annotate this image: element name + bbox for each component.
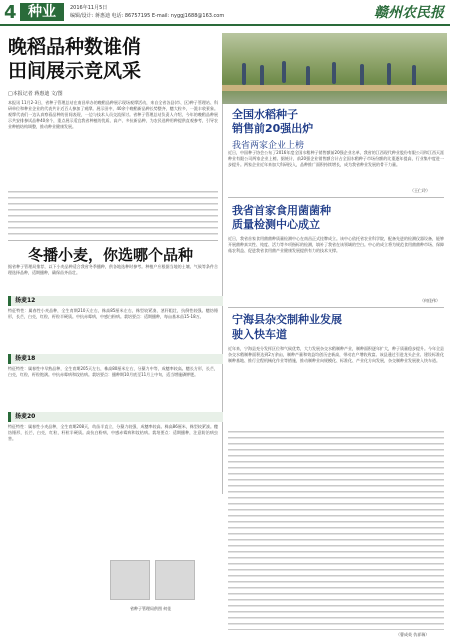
lead-body-continued	[8, 190, 218, 235]
mushroom-title-line1: 我省首家食用菌菌种	[232, 204, 331, 217]
wheat-photo-caption: 省种子管理局供图 何佳	[130, 606, 172, 611]
rice-title-line2: 销售前20强出炉	[232, 122, 314, 135]
mushroom-title-line2: 质量检测中心成立	[232, 218, 320, 231]
lead-title-line1: 晚稻品种数谁俏	[8, 36, 142, 58]
wheat-photo-1	[110, 560, 150, 600]
field-photo	[222, 33, 447, 104]
rice-body: 近日，中国种子协会公布了2016年度全国水稻种子销售额前20强企业名单，我省的江西现代种业股份有限公司和江西天涯种业有限公司两家企业上榜。据统计，前20强企业销售额合计占全国水稻种子市场份额的比重逐年提高，行业集中度进一步提升。两家企业近年来加大科研投入，品种推广面积持续增长，成为我省种业发展的骨干力量。	[228, 150, 444, 167]
story-divider	[228, 197, 444, 198]
variety-heading: 扬麦20	[8, 412, 223, 422]
rice-title-line1: 全国水稻种子	[232, 108, 298, 121]
variety-text: 特征特性：属春性小麦品种，全生育期208天，幼苗半直立，分蘖力较强，成穗率较高。株高86厘米，株型较紧凑。穗纺锤形，长芒，白壳，红粒，籽粒半硬质。高抗白粉病，中感赤霉病和纹枯病。栽培要点：适期播种，注意防治病虫害。	[8, 424, 218, 441]
ninghai-title-line1: 宁海县杂交制种业发展	[232, 313, 342, 326]
rice-subtitle: 我省两家企业上榜	[232, 141, 305, 151]
variety-text: 特征特性：属春性中早熟品种，全生育期205天左右，株高80厘米左右，分蘖力中等，成穗率较高。穗长方形，长芒，白壳，红粒，籽粒饱满。中抗赤霉病和纹枯病。栽培要点：播种期10月底至11月上中旬，适当增施磷钾肥。	[8, 366, 218, 377]
wheat-intro: 据省种子管理局推荐，以下小麦品种适合我省冬季播种，供各地选种时参考。种植户应根据当地的土壤、气候等条件合理选择品种，适期播种，确保苗齐苗壮。	[8, 264, 218, 275]
lead-byline: □本报记者 蒋惠迪 文/图	[8, 91, 63, 97]
section-divider	[8, 240, 218, 241]
lead-title-line2: 田间展示竞风采	[8, 60, 142, 82]
ninghai-body-continued	[228, 430, 444, 630]
section-label: 种业	[20, 3, 64, 21]
variety-heading: 扬麦18	[8, 354, 223, 364]
rice-author: （王仁玲）	[410, 188, 430, 193]
ninghai-body: 近年来，宁海县充分发挥区位和气候优势，大力发展杂交水稻制种产业，制种面积逐年扩大，种子质量稳步提升。今年全县杂交水稻制种面积达到2万余亩，制种产量和效益均创历史新高，带动农户增收致富。该县通过引进龙头企业、建设标准化制种基地、推行全程机械化作业等措施，推动制种业向规模化、标准化、产业化方向发展，杂交制种业发展驶入快车道。	[228, 346, 444, 363]
date-line: 2016年11月5日	[70, 5, 108, 11]
mushroom-author: （何佳伟）	[420, 298, 440, 303]
story-divider	[228, 307, 444, 308]
ninghai-author: （曹成英 仇祥瑞）	[396, 632, 430, 637]
lead-body: 本报讯 11月2-3日，省种子管理总站在南昌举办的晚稻品种展示现场观摩活动，来自全省各县(市、区)种子管理站、科研单位和种业企业的代表共计近百人参加了观摩。展示田中，40余个晚稻新品种长势整齐，穗大粒多，一派丰收景象。观摩代表们一边认真察看品种的田间表现，一边与技术人员交流探讨。省种子管理总站负责人介绍，今年的晚稻品种展示共安排参试品种40余个，重点展示适宜我省种植的优质、高产、多抗新品种，为农民选种用种提供直观参考，引导农业种植结构调整，推动种业健康发展。	[8, 100, 218, 129]
variety-heading: 扬麦12	[8, 296, 223, 306]
masthead: 赣州农民报	[374, 5, 444, 21]
wheat-title: 冬播小麦，你选哪个品种	[28, 246, 194, 264]
mushroom-body: 近日，我省首家食用菌菌种质量检测中心在南昌正式挂牌成立。该中心依托省农业科学院，配备先进的检测仪器设备，能够开展菌种真实性、纯度、活力等多项指标的检测，填补了我省在该领域的空白。中心的成立将为规范食用菌菌种市场、保障菇农利益、促进我省食用菌产业健康发展提供有力的技术支撑。	[228, 236, 444, 253]
header-meta	[70, 4, 224, 20]
wheat-photo-2	[155, 560, 195, 600]
ninghai-title-line2: 驶入快车道	[232, 328, 287, 341]
variety-text: 特征特性：属春性小麦品种，全生育期210天左右，株高85厘米左右，株型较紧凑，茎秆粗壮，抗倒性较强。穗纺锤形，长芒，白壳，红粒，籽粒半硬质。中抗赤霉病，中感白粉病。栽培要点：适期播种，每亩基本苗15-18万。	[8, 308, 218, 319]
page-number: 4	[4, 2, 17, 23]
editor-line: 编辑/设计: 蒋惠迪 电话: 86757195 E-mail: nyggj1688@163.com	[70, 13, 225, 19]
